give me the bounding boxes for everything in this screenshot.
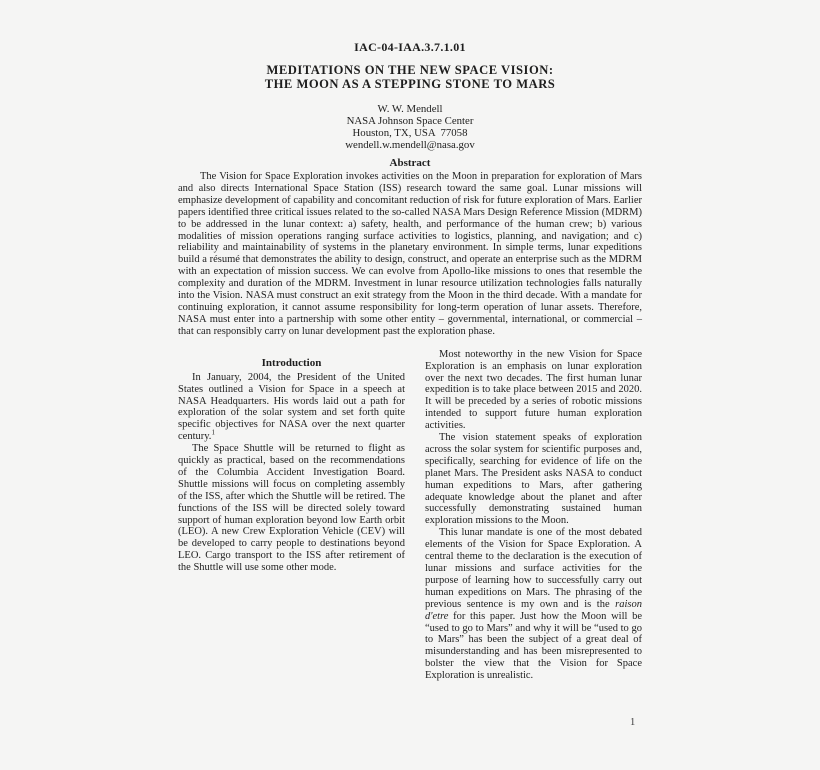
paper-id: IAC-04-IAA.3.7.1.01 <box>354 40 466 54</box>
author-block <box>178 103 642 151</box>
introduction-heading: Introduction <box>261 356 322 369</box>
author-email: wendell.w.mendell@nasa.gov <box>345 139 475 151</box>
paper-title-line-2: THE MOON AS A STEPPING STONE TO MARS <box>264 76 556 91</box>
introduction-paragraph-1-text: In January, 2004, the President of the United States outlined a Vision for Space in a speech at NASA Headquarters. His words laid out a path for exploration of the solar system and set forth quite specific objectives for NASA over the next quarter century. <box>178 371 405 443</box>
right-column-paragraph-3 <box>425 527 642 682</box>
raison-detre-italic-phrase: raison d'etre <box>425 598 642 622</box>
two-column-body <box>178 349 642 682</box>
right-column-paragraph-3-text: This lunar mandate is one of the most debated elements of the Vision for Space Exploration. A central theme to the declaration is the execution of lunar missions and surface activities for the purpose of learning how to successfully carry out human expeditions on Mars. The phrasing of the previous sentence is my own and is the <box>425 527 642 610</box>
page-number: 1 <box>630 717 636 728</box>
paper-title <box>178 64 642 91</box>
column-right <box>425 349 642 682</box>
author-address: Houston, TX, USA 77058 <box>352 127 468 139</box>
abstract-paragraph: The Vision for Space Exploration invokes activities on the Moon in preparation for exploration of Mars and also directs International Space Station (ISS) research toward the same goal. Lunar missions will emphasize development of capability and concomitant reduction of risk for future exploration of Mars. Earlier papers identified three critical issues related to the so-called NASA Mars Design Reference Mission (MDRM) to be addressed in the lunar context: a) safety, health, and performance of the human crew; b) various modalities of mission operations ranging surface activities to logistics, planning, and navigation; and c) reliability and maintainability of systems in the planetary environment. In simple terms, lunar expeditions build a résumé that demonstrates the ability to design, construct, and operate an enterprise such as the MDRM with an expectation of mission success. We can evolve from Apollo-like missions to ones that resemble the complexity and duration of the MDRM. Investment in lunar resource utilization technologies falls naturally into the Vision. NASA must construct an exit strategy from the Moon in the third decade. With a mandate for continuing exploration, it cannot assume responsibility for long-term operation of lunar assets. Therefore, NASA must enter into a partnership with some other entity – governmental, international, or commercial – that can responsibly carry on lunar development past the exploration phase. <box>178 171 642 337</box>
right-column-paragraph-3-continued: for this paper. Just how the Moon will be “used to go to Mars” and why it will be “used to go to Mars” has been the subject of a great deal of misunderstanding and has been misrepresented to bolster the view that the Vision for Space Exploration is unrealistic. <box>425 610 642 682</box>
introduction-paragraph-2: The Space Shuttle will be returned to flight as quickly as practical, based on the recommendations of the Columbia Accident Investigation Board. Shuttle missions will focus on completing assembly of the ISS, after which the Shuttle will be retired. The functions of the ISS will be directed solely toward support of human exploration beyond low Earth orbit (LEO). A new Crew Exploration Vehicle (CEV) will be developed to carry people to destinations beyond LEO. Cargo transport to the ISS after retirement of the Shuttle will use some other mode. <box>178 443 405 574</box>
right-column-paragraph-1: Most noteworthy in the new Vision for Space Exploration is an emphasis on lunar exploration over the next two decades. The first human lunar expedition is to take place between 2015 and 2020. It will be preceded by a series of robotic missions intended to support future human exploration activities. <box>425 348 642 432</box>
introduction-paragraph-1 <box>178 372 405 443</box>
column-left <box>178 349 405 682</box>
right-column-paragraph-2: The vision statement speaks of exploration across the solar system for scientific purposes and, specifically, searching for evidence of life on the planet Mars. The President asks NASA to conduct human expeditions to Mars, after gathering adequate knowledge about the planet and after successfully demonstrating sustained human exploration missions to the Moon. <box>425 432 642 527</box>
abstract-heading: Abstract <box>389 157 431 169</box>
paper-title-line-1: MEDITATIONS ON THE NEW SPACE VISION: <box>266 63 554 77</box>
author-affiliation: NASA Johnson Space Center <box>346 115 474 127</box>
footnote-marker-1: 1 <box>211 428 215 437</box>
page-content <box>178 0 642 682</box>
author-name: W. W. Mendell <box>377 103 443 115</box>
